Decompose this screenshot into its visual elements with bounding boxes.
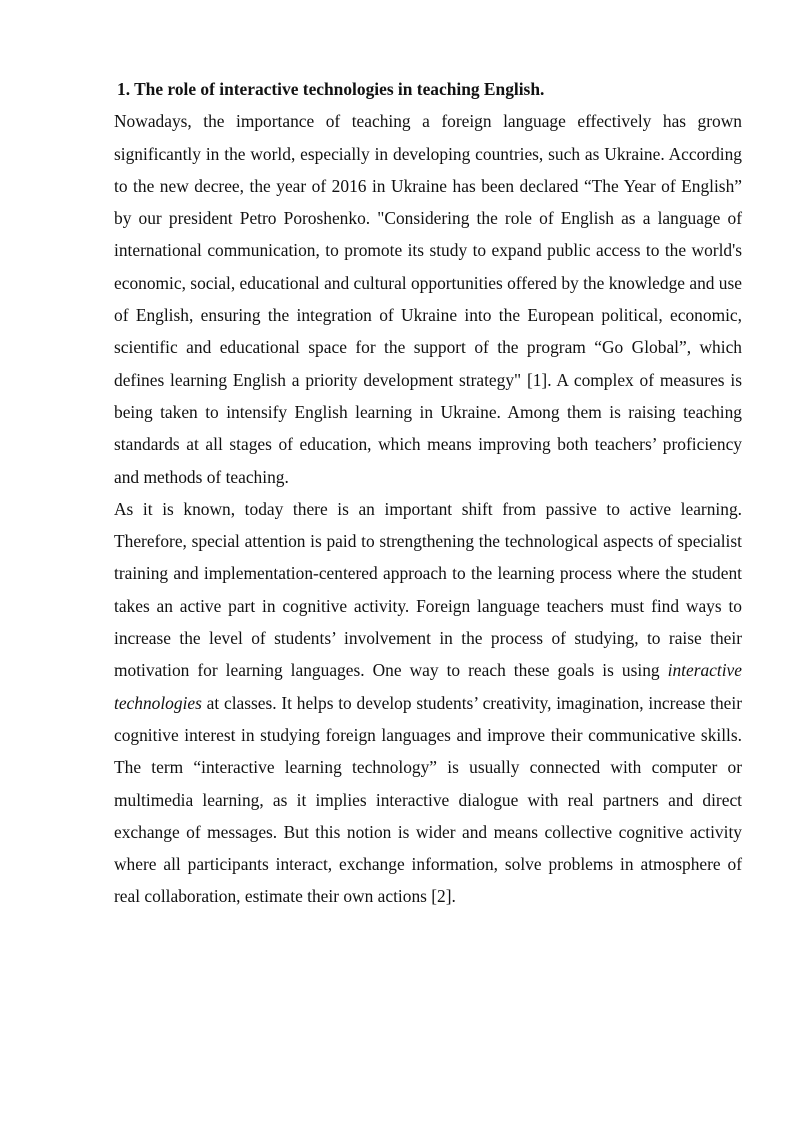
section-heading: 1. The role of interactive technologies in teaching English. [117, 79, 545, 99]
paragraph-1: Nowadays, the importance of teaching a foreign language effectively has grown significantly in the world, especially in developing countries, such as Ukraine. According to the new decree, the year of 2016 in Ukraine has been declared “The Year of English” by our president Petro Poroshenko. "Considering the role of English as a language of international communication, to promote its study to expand public access to the world's economic, social, educational and cultural opportunities offered by the knowledge and use of English, ensuring the integration of Ukraine into the European political, economic, scientific and educational space for the support of the program “Go Global”, which defines learning English a priority development strategy" [1]. A complex of measures is being taken to intensify English learning in Ukraine. Among them is raising teaching standards at all stages of education, which means improving both teachers’ proficiency and methods of teaching. [114, 111, 742, 487]
paragraph-2-text-start: As it is known, today there is an important shift from passive to active learning. Therefore, special attention is paid to strengthening the technological aspects of specialist training and implementation-centered approach to the learning process where the student takes an active part in cognitive activity. Foreign language teachers must find ways to increase the level of students’ involvement in the process of studying, to raise their motivation for learning languages. One way to reach these goals is using [114, 498, 742, 681]
paragraph-2 [114, 493, 742, 913]
paragraph-2-emphasis: interactive technologies [114, 660, 742, 713]
paragraph-2-text-end: at classes. It helps to develop students’ creativity, imagination, increase their cognitive interest in studying foreign languages and improve their communicative skills. The term “interactive learning technology” is usually connected with computer or multimedia learning, as it implies interactive dialogue with real partners and direct exchange of messages. But this notion is wider and means collective cognitive activity where all participants interact, exchange information, solve problems in atmosphere of real collaboration, estimate their own actions [2]. [114, 692, 742, 907]
document-body [114, 73, 742, 913]
